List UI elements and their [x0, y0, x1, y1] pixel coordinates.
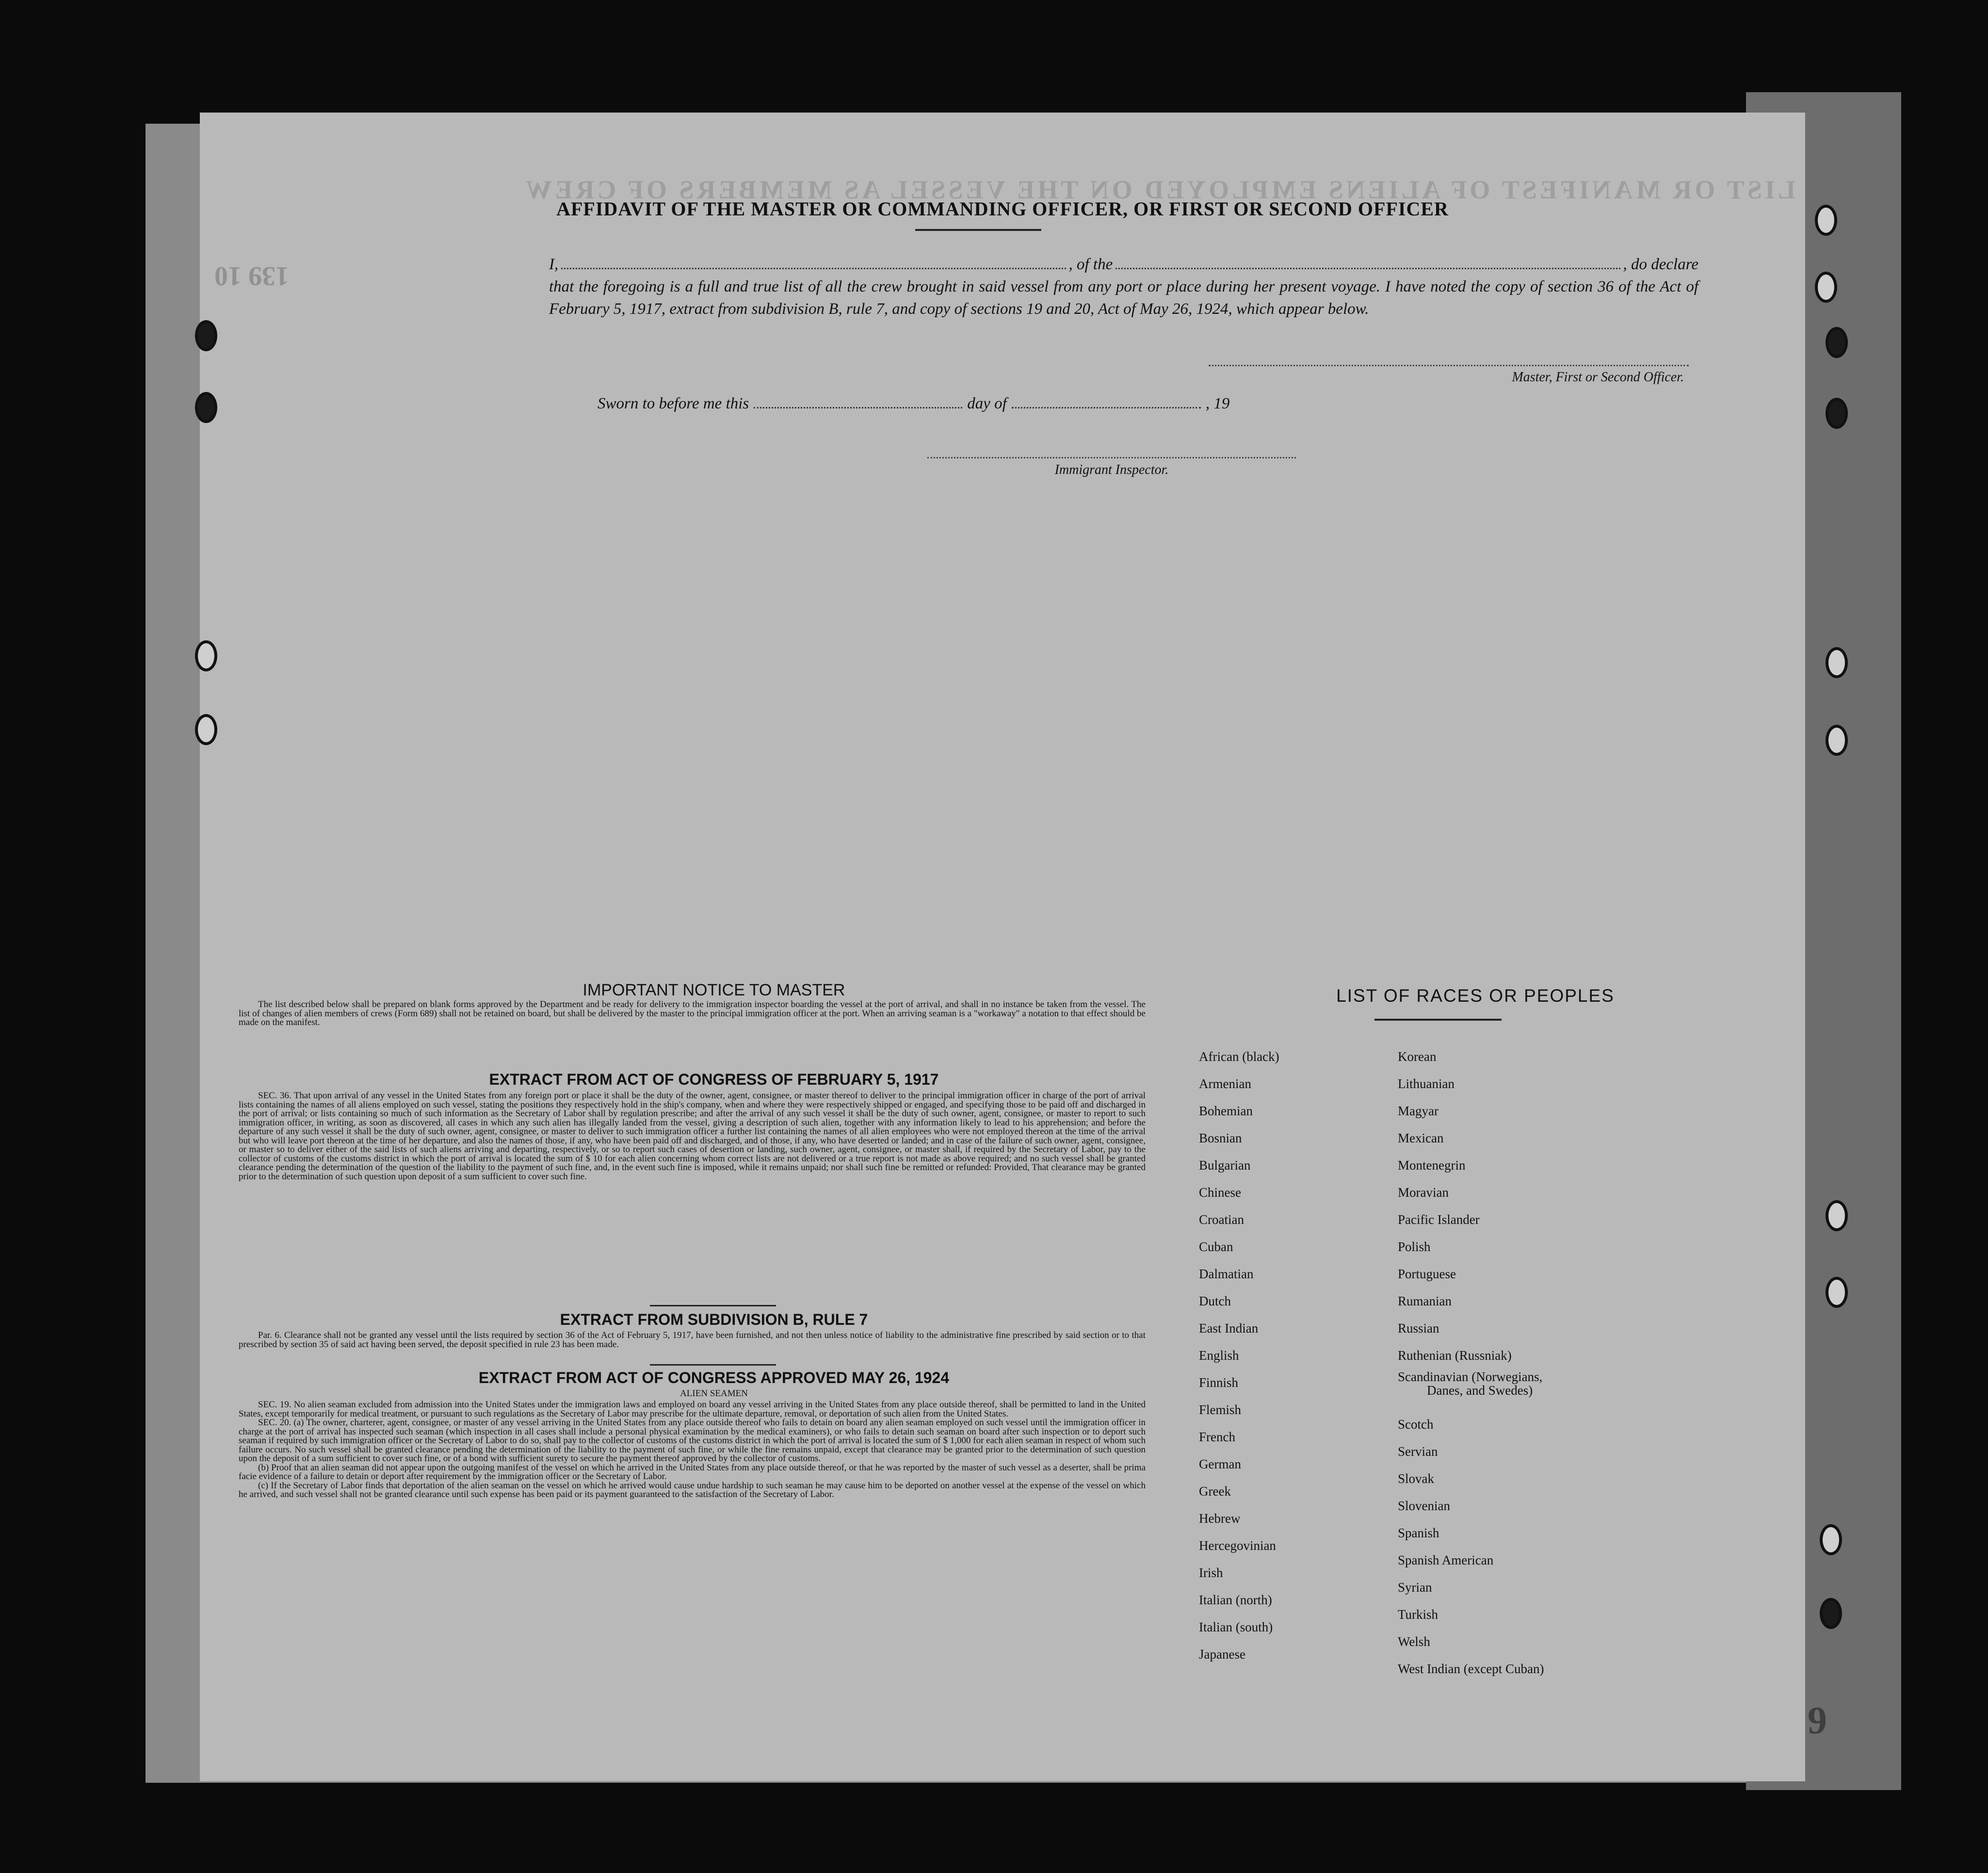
punch-hole-icon [1820, 1598, 1842, 1629]
section-20b-paragraph: (b) Proof that an alien seaman did not appear upon the outgoing manifest of the vessel on which he arrived in the United States from any place outside thereof, or that he was reported by the master of such vessel as a deserter, shall be prima facie evidence of a failure to detain or deport after requirement by the immigration officer or the Secretary of Labor. [239, 1462, 1146, 1482]
punch-hole-icon [1820, 1524, 1842, 1555]
race-item: Bohemian [1199, 1104, 1253, 1118]
race-item: Slovak [1398, 1471, 1435, 1486]
race-item: Japanese [1199, 1647, 1245, 1661]
punch-hole-icon [195, 320, 217, 351]
race-item: Dutch [1199, 1294, 1231, 1308]
vessel-blank-field[interactable] [1115, 268, 1620, 269]
race-item-line: Scandinavian (Norwegians, [1398, 1369, 1543, 1384]
signature-blank-field[interactable] [1209, 365, 1689, 366]
race-item: Italian (south) [1199, 1620, 1273, 1634]
notice-body [239, 1000, 1146, 1027]
race-item: Mexican [1398, 1131, 1444, 1145]
section-36-paragraph: SEC. 36. That upon arrival of any vessel in the United States from any foreign port or place it shall be the duty of the owner, agent, consignee, or master thereof to deliver to the principal immigration officer in charge of the port of arrival lists containing the names of all aliens employed on such vessel, stating the positions they respectively hold in the ship's company, when and where they were respectively shipped or engaged, and specifying those to be paid off and discharged in the port of arrival; or lists containing so much of such information as the Secretary of Labor shall by regulation prescribe; and after the arrival of any such vessel it shall be the duty of such owner, agent, consignee, or master to report to such immigration officer, in writing, as soon as discovered, all cases in which any such alien has illegally landed from the vessel, giving a description of such alien, together with any information likely to lead to his apprehension; and before the departure of any such vessel it shall be the duty of such owner, agent, consignee, or master to deliver to such immigration officer a further list containing the names of all alien employees who were not employed thereon at the time of the arrival but who will leave port thereon at the time of her departure, and also the names of those, if any, who have been paid off and discharged, and of those, if any, who have deserted or landed; and in case of the failure of such owner, agent, consignee, or master so to deliver either of the said lists of such aliens arriving and departing, respectively, or so to report such cases of desertion or landing, such owner, agent, consignee, or master shall, if required by the Secretary of Labor, pay to the collector of customs of the customs district in which the port of arrival is located the sum of $ 10 for each alien concerning whom correct lists are not delivered or a true report is not made as above required; and no such vessel shall be granted clearance pending the determination of the question of the liability to the payment of such fine, and, in the event such fine is imposed, while it remains unpaid; nor shall such fine be remitted or refunded: Provided, That clearance may be granted prior to the determination of such question upon deposit of a sum sufficient to cover such fine. [239, 1091, 1146, 1182]
race-item: Servian [1398, 1444, 1438, 1459]
affidavit-body [549, 253, 1698, 320]
races-left-column [1199, 1043, 1279, 1668]
affidavit-statement: that the foregoing is a full and true list of all the crew brought in said vessel from any port or place during her present voyage. I have noted the copy of section 36 of the Act of February 5, 1917, extract from subdivision B, rule 7, and copy of sections 19 and 20, Act of May 26, 1924, which appear below. [549, 278, 1698, 318]
race-item: French [1199, 1430, 1235, 1444]
race-item: Italian (north) [1199, 1593, 1272, 1607]
alien-seamen-subtitle: ALIEN SEAMEN [680, 1388, 748, 1399]
races-title-rule [1374, 1019, 1502, 1021]
punch-hole-icon [1826, 1200, 1848, 1231]
affidavit-declare-label: , do declare [1623, 256, 1698, 273]
race-item-line: Danes, and Swedes) [1427, 1383, 1533, 1398]
race-item: Slovenian [1398, 1498, 1450, 1513]
sworn-label: Sworn to before me this [598, 395, 749, 412]
race-item: Rumanian [1398, 1294, 1452, 1308]
month-blank-field[interactable] [1012, 407, 1201, 408]
race-item: Greek [1199, 1484, 1231, 1498]
race-item: West Indian (except Cuban) [1398, 1661, 1544, 1676]
section-20a-paragraph: SEC. 20. (a) The owner, charterer, agent, consignee, or master of any vessel arriving in the United States from any place outside thereof who fails to detain on board any alien seaman employed on such vessel until the immigration officer in charge at the port of arrival has inspected such seaman (which inspection in all cases shall include a personal physical examination by the medical examiners), or who fails to detain such seaman on board after such inspection or to deport such seaman if required by such immigration officer or the Secretary of Labor to do so, shall pay to the collector of customs of the customs district in which the port of arrival is located the sum of $ 1,000 for each alien seaman in respect of whom such failure occurs. No such vessel shall be granted clearance pending the determination of the liability to the payment of such fine, or while the fine remains unpaid, except that clearance may be granted prior to the determination of such question upon the deposit of a sum sufficient to cover such fine, or of a bond with sufficient surety to secure the payment thereof approved by the collector of customs. [239, 1417, 1146, 1464]
notice-title: IMPORTANT NOTICE TO MASTER [582, 981, 845, 999]
race-item: Korean [1398, 1049, 1437, 1064]
race-item: Portuguese [1398, 1267, 1456, 1281]
race-item: Hebrew [1199, 1511, 1241, 1526]
name-blank-field[interactable] [561, 268, 1066, 269]
race-item: Chinese [1199, 1185, 1241, 1200]
race-item: Cuban [1199, 1239, 1233, 1254]
subdivision-b-title: EXTRACT FROM SUBDIVISION B, RULE 7 [560, 1311, 868, 1328]
extract-1924-body [239, 1401, 1146, 1499]
punch-hole-icon [1826, 327, 1848, 358]
affidavit-of-the-label: , of the [1068, 256, 1113, 273]
races-title: LIST OF RACES OR PEOPLES [1336, 986, 1615, 1006]
affidavit-declaration-line [549, 253, 1698, 276]
extract-1917-title: EXTRACT FROM ACT OF CONGRESS OF FEBRUARY 5, 1917 [489, 1071, 939, 1088]
extract-1917-body [239, 1091, 1146, 1181]
race-item: Turkish [1398, 1607, 1438, 1622]
par-6-paragraph: Par. 6. Clearance shall not be granted any vessel until the lists required by section 36 of the Act of February 5, 1917, have been furnished, and not then unless notice of liability to the administrative fine prescribed by said section or to that prescribed by section 35 of said act having been served, the deposit specified in rule 23 has been made. [239, 1330, 1146, 1350]
punch-hole-icon [1826, 1277, 1848, 1308]
sworn-line [598, 395, 1471, 413]
race-item: Finnish [1199, 1375, 1239, 1390]
affidavit-title: AFFIDAVIT OF THE MASTER OR COMMANDING OFFICER, OR FIRST OR SECOND OFFICER [556, 198, 1449, 220]
race-item: Montenegrin [1398, 1158, 1466, 1173]
races-right-column [1398, 1043, 1544, 1682]
race-item: Polish [1398, 1239, 1431, 1254]
day-of-label: day of [967, 395, 1007, 412]
signer-caption: Master, First or Second Officer. [1512, 370, 1684, 385]
year-label: , 19 [1205, 395, 1230, 412]
section-19-paragraph: SEC. 19. No alien seaman excluded from admission into the United States under the immigration laws and employed on board any vessel arriving in the United States from any place outside thereof, shall be permitted to land in the United States, except temporarily for medical treatment, or pursuant to such regulations as the Secretary of Labor may prescribe for the ultimate departure, removal, or deportation of such alien from the United States. [239, 1400, 1146, 1419]
punch-hole-icon [1826, 398, 1848, 429]
punch-hole-icon [1815, 272, 1837, 303]
punch-hole-icon [195, 640, 217, 671]
race-item: Flemish [1199, 1402, 1242, 1417]
subdivision-b-body [239, 1331, 1146, 1349]
punch-hole-icon [195, 714, 217, 745]
extract-1924-title: EXTRACT FROM ACT OF CONGRESS APPROVED MAY 26, 1924 [478, 1369, 950, 1386]
form-page [200, 113, 1827, 1781]
race-item: Ruthenian (Russniak) [1398, 1348, 1512, 1363]
race-item: Lithuanian [1398, 1076, 1455, 1091]
race-item: Moravian [1398, 1185, 1449, 1200]
race-item-multiline [1398, 1369, 1544, 1411]
ghost-manifest-title: LIST OR MANIFEST OF ALIENS EMPLOYED ON THE VESSEL AS MEMBERS OF CREW [523, 175, 1795, 204]
punch-hole-icon [1826, 647, 1848, 678]
race-item: African (black) [1199, 1049, 1279, 1064]
race-item: Hercegovinian [1199, 1538, 1276, 1553]
day-blank-field[interactable] [754, 407, 962, 408]
race-item: German [1199, 1457, 1241, 1471]
race-item: East Indian [1199, 1321, 1259, 1336]
race-item: Pacific Islander [1398, 1212, 1480, 1227]
race-item: Spanish American [1398, 1553, 1494, 1567]
affidavit-title-rule [915, 229, 1041, 231]
race-item: Croatian [1199, 1212, 1244, 1227]
race-item: Dalmatian [1199, 1267, 1254, 1281]
ghost-margin-number: 139 10 [214, 261, 289, 291]
inspector-caption: Immigrant Inspector. [927, 457, 1296, 478]
section-divider [650, 1364, 776, 1366]
race-item: Spanish [1398, 1526, 1439, 1540]
punch-hole-icon [1826, 725, 1848, 756]
punch-hole-icon [195, 392, 217, 423]
race-item: Syrian [1398, 1580, 1432, 1595]
race-item: Magyar [1398, 1104, 1438, 1118]
corner-page-number: 9 [1808, 1699, 1827, 1742]
race-item: Welsh [1398, 1634, 1430, 1649]
race-item: Bulgarian [1199, 1158, 1251, 1173]
race-item: English [1199, 1348, 1239, 1363]
affidavit-i-label: I, [549, 256, 559, 273]
race-item: Bosnian [1199, 1131, 1242, 1145]
race-item: Russian [1398, 1321, 1439, 1336]
section-20c-paragraph: (c) If the Secretary of Labor finds that deportation of the alien seaman on the vessel on which he arrived would cause undue hardship to such seaman he may cause him to be deported on another vessel at the expense of the vessel on which he arrived, and such vessel shall not be granted clearance until such expense has been paid or its payment guaranteed to the satisfaction of the Secretary of Labor. [239, 1480, 1146, 1499]
section-divider [650, 1305, 776, 1306]
race-item: Armenian [1199, 1076, 1251, 1091]
notice-paragraph: The list described below shall be prepared on blank forms approved by the Department and be ready for delivery to the immigration inspector boarding the vessel at the port of arrival, and shall in no instance be taken from the vessel. The list of changes of alien members of crews (Form 689) shall not be retained on board, but shall be delivered by the master to the principal immigration officer at the port. When an arriving seaman is a "workaway" a notation to that effect should be made on the manifest. [239, 999, 1146, 1027]
race-item: Irish [1199, 1565, 1223, 1580]
race-item: Scotch [1398, 1417, 1434, 1432]
punch-hole-icon [1815, 205, 1837, 236]
